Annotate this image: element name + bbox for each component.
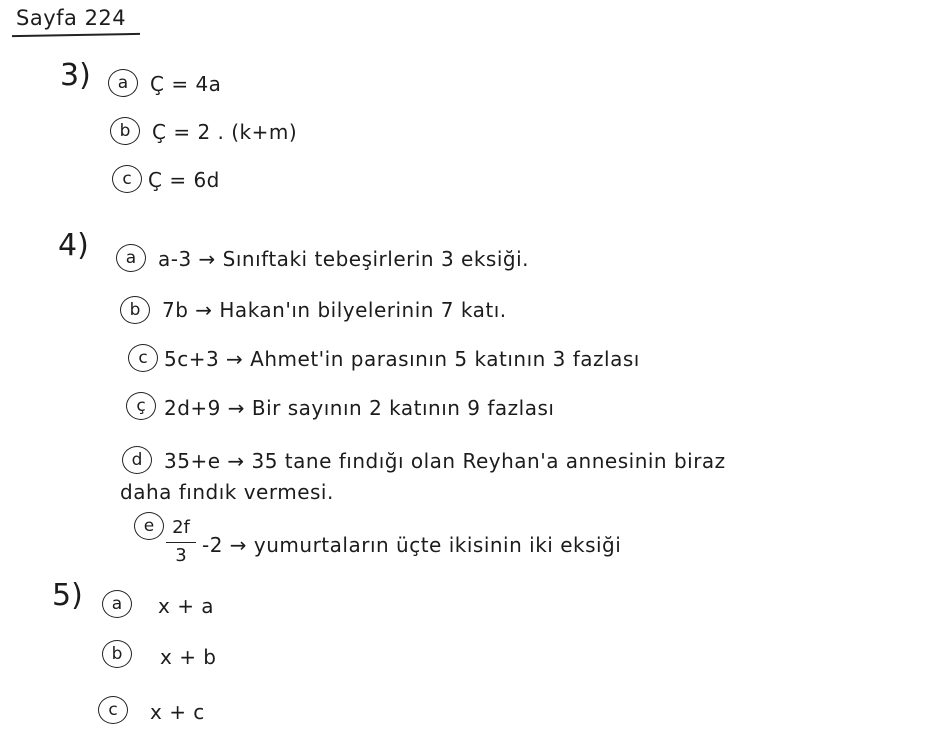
q4-e-fraction-bar: [166, 542, 196, 543]
q3-a-label: a: [108, 69, 138, 97]
q4-a-label: a: [116, 244, 146, 272]
q4-a-text: a-3 → Sınıftaki tebeşirlerin 3 eksiği.: [158, 247, 530, 271]
q4-d-text: 35+e → 35 tane fındığı olan Reyhan'a annesinin biraz: [164, 449, 726, 473]
q4-cc-label: ç: [126, 392, 156, 420]
q4-c-text: 5c+3 → Ahmet'in parasının 5 katının 3 fazlası: [164, 347, 640, 371]
q3-b-label: b: [110, 117, 140, 145]
q4-e-fraction-numerator: 2f: [172, 517, 190, 538]
question-4-number: 4): [58, 228, 89, 263]
q4-c-label: c: [128, 344, 158, 372]
q5-b-text: x + b: [160, 645, 217, 669]
page-title: Sayfa 224: [16, 6, 127, 30]
q4-cc-text: 2d+9 → Bir sayının 2 katının 9 fazlası: [164, 396, 555, 420]
q5-a-text: x + a: [158, 594, 215, 618]
title-underline: [12, 33, 140, 37]
q4-e-fraction-denominator: 3: [175, 545, 187, 566]
q3-c-label: c: [112, 165, 142, 193]
q4-d-label: d: [122, 446, 152, 474]
q4-b-label: b: [120, 296, 150, 324]
question-3-number: 3): [60, 58, 91, 93]
q4-b-text: 7b → Hakan'ın bilyelerinin 7 katı.: [162, 298, 507, 322]
q5-c-text: x + c: [150, 700, 205, 724]
q4-e-text: -2 → yumurtaların üçte ikisinin iki eksiği: [202, 533, 622, 557]
q3-a-text: Ç = 4a: [150, 72, 222, 96]
q4-e-label: e: [134, 512, 164, 540]
q3-c-text: Ç = 6d: [148, 168, 220, 192]
question-5-number: 5): [52, 578, 83, 613]
q5-b-label: b: [102, 640, 132, 668]
q3-b-text: Ç = 2 . (k+m): [152, 120, 298, 144]
q4-d-text-continued: daha fındık vermesi.: [120, 480, 334, 504]
q5-a-label: a: [102, 590, 132, 618]
q5-c-label: c: [98, 696, 128, 724]
